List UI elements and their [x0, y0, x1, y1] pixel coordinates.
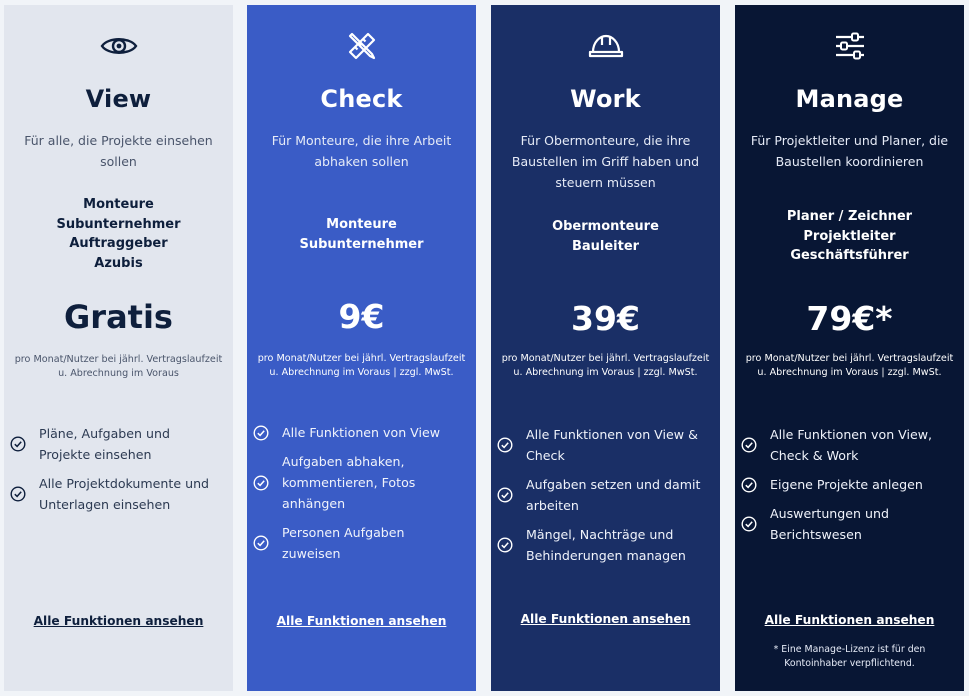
plan-title: View — [85, 85, 152, 113]
role-item: Subunternehmer — [299, 236, 424, 252]
plan-description: Für Projektleiter und Planer, die Baustellen koordinieren — [750, 133, 949, 169]
role-item: Monteure — [83, 197, 154, 212]
feature-item — [253, 522, 466, 564]
role-item: Geschäftsführer — [790, 248, 909, 263]
feature-label: Alle Projektdokumente und Unterlagen einsehen — [39, 476, 210, 512]
plan-card-view — [4, 5, 233, 691]
role-item: Projektleiter — [803, 228, 896, 244]
plan-title: Manage — [795, 85, 904, 113]
check-circle-icon — [253, 475, 269, 491]
plan-description: Für Obermonteure, die ihre Baustellen im Griff haben und steuern müssen — [511, 133, 700, 190]
feature-list — [491, 424, 720, 574]
plan-price: Gratis — [64, 298, 173, 336]
plan-title: Check — [320, 85, 403, 113]
feature-label: Auswertungen und Berichtswesen — [770, 506, 889, 542]
feature-label: Aufgaben abhaken, kommentieren, Fotos anhängen — [282, 454, 416, 511]
feature-label: Alle Funktionen von View & Check — [526, 427, 698, 463]
price-note: pro Monat/Nutzer bei jährl. Vertragslaufzeit u. Abrechnung im Voraus — [14, 354, 223, 379]
feature-item — [497, 424, 710, 466]
plan-roles — [491, 217, 720, 256]
role-item: Obermonteure — [552, 219, 659, 234]
feature-item — [497, 524, 710, 566]
plan-title: Work — [570, 85, 641, 113]
feature-label: Pläne, Aufgaben und Projekte einsehen — [39, 426, 170, 462]
footnote: * Eine Manage-Lizenz ist für den Kontoinhaber verpflichtend. — [773, 644, 926, 669]
plan-price: 9€ — [338, 297, 385, 336]
feature-list — [4, 423, 233, 523]
feature-item — [253, 451, 466, 514]
feature-item — [253, 422, 466, 443]
feature-list — [735, 424, 964, 553]
all-features-link[interactable]: Alle Funktionen ansehen — [33, 614, 204, 628]
plan-price: 39€ — [571, 299, 640, 338]
feature-item — [497, 474, 710, 516]
plan-card-manage — [735, 5, 964, 691]
role-item: Azubis — [94, 255, 143, 271]
role-item: Monteure — [326, 217, 397, 232]
all-features-link[interactable]: Alle Funktionen ansehen — [276, 614, 447, 628]
feature-item — [741, 424, 954, 466]
sliders-icon — [735, 29, 964, 63]
price-note: pro Monat/Nutzer bei jährl. Vertragslaufzeit u. Abrechnung im Voraus | zzgl. MwSt. — [501, 353, 710, 378]
role-item: Bauleiter — [571, 238, 640, 254]
price-note: pro Monat/Nutzer bei jährl. Vertragslaufzeit u. Abrechnung im Voraus | zzgl. MwSt. — [745, 353, 954, 378]
plan-roles — [4, 195, 233, 273]
plan-description: Für alle, die Projekte einsehen sollen — [24, 133, 213, 169]
plan-price: 79€* — [806, 299, 893, 338]
feature-item — [10, 423, 223, 465]
check-circle-icon — [497, 537, 513, 553]
check-circle-icon — [741, 516, 757, 532]
plan-description: Für Monteure, die ihre Arbeit abhaken sollen — [271, 133, 452, 169]
check-circle-icon — [10, 436, 26, 452]
check-circle-icon — [253, 425, 269, 441]
feature-list — [247, 422, 476, 572]
check-circle-icon — [497, 487, 513, 503]
hard-hat-icon — [491, 29, 720, 63]
check-circle-icon — [497, 437, 513, 453]
feature-label: Alle Funktionen von View, Check & Work — [770, 427, 933, 463]
check-circle-icon — [253, 535, 269, 551]
ruler-pencil-icon — [247, 29, 476, 63]
plan-card-work — [491, 5, 720, 691]
check-circle-icon — [741, 477, 757, 493]
feature-item — [741, 503, 954, 545]
feature-item — [10, 473, 223, 515]
feature-label: Personen Aufgaben zuweisen — [282, 525, 405, 561]
all-features-link[interactable]: Alle Funktionen ansehen — [764, 613, 935, 627]
eye-icon — [4, 29, 233, 63]
feature-label: Eigene Projekte anlegen — [770, 477, 923, 492]
feature-label: Mängel, Nachträge und Behinderungen managen — [526, 527, 686, 563]
plan-card-check — [247, 5, 476, 691]
feature-item — [741, 474, 954, 495]
role-item: Subunternehmer — [56, 216, 181, 232]
role-item: Auftraggeber — [69, 236, 168, 251]
feature-label: Alle Funktionen von View — [282, 425, 441, 440]
plan-roles — [247, 215, 476, 254]
check-circle-icon — [10, 486, 26, 502]
check-circle-icon — [741, 437, 757, 453]
all-features-link[interactable]: Alle Funktionen ansehen — [520, 612, 691, 626]
price-note: pro Monat/Nutzer bei jährl. Vertragslaufzeit u. Abrechnung im Voraus | zzgl. MwSt. — [257, 353, 466, 378]
plan-roles — [735, 207, 964, 266]
role-item: Planer / Zeichner — [786, 209, 913, 224]
feature-label: Aufgaben setzen und damit arbeiten — [526, 477, 701, 513]
